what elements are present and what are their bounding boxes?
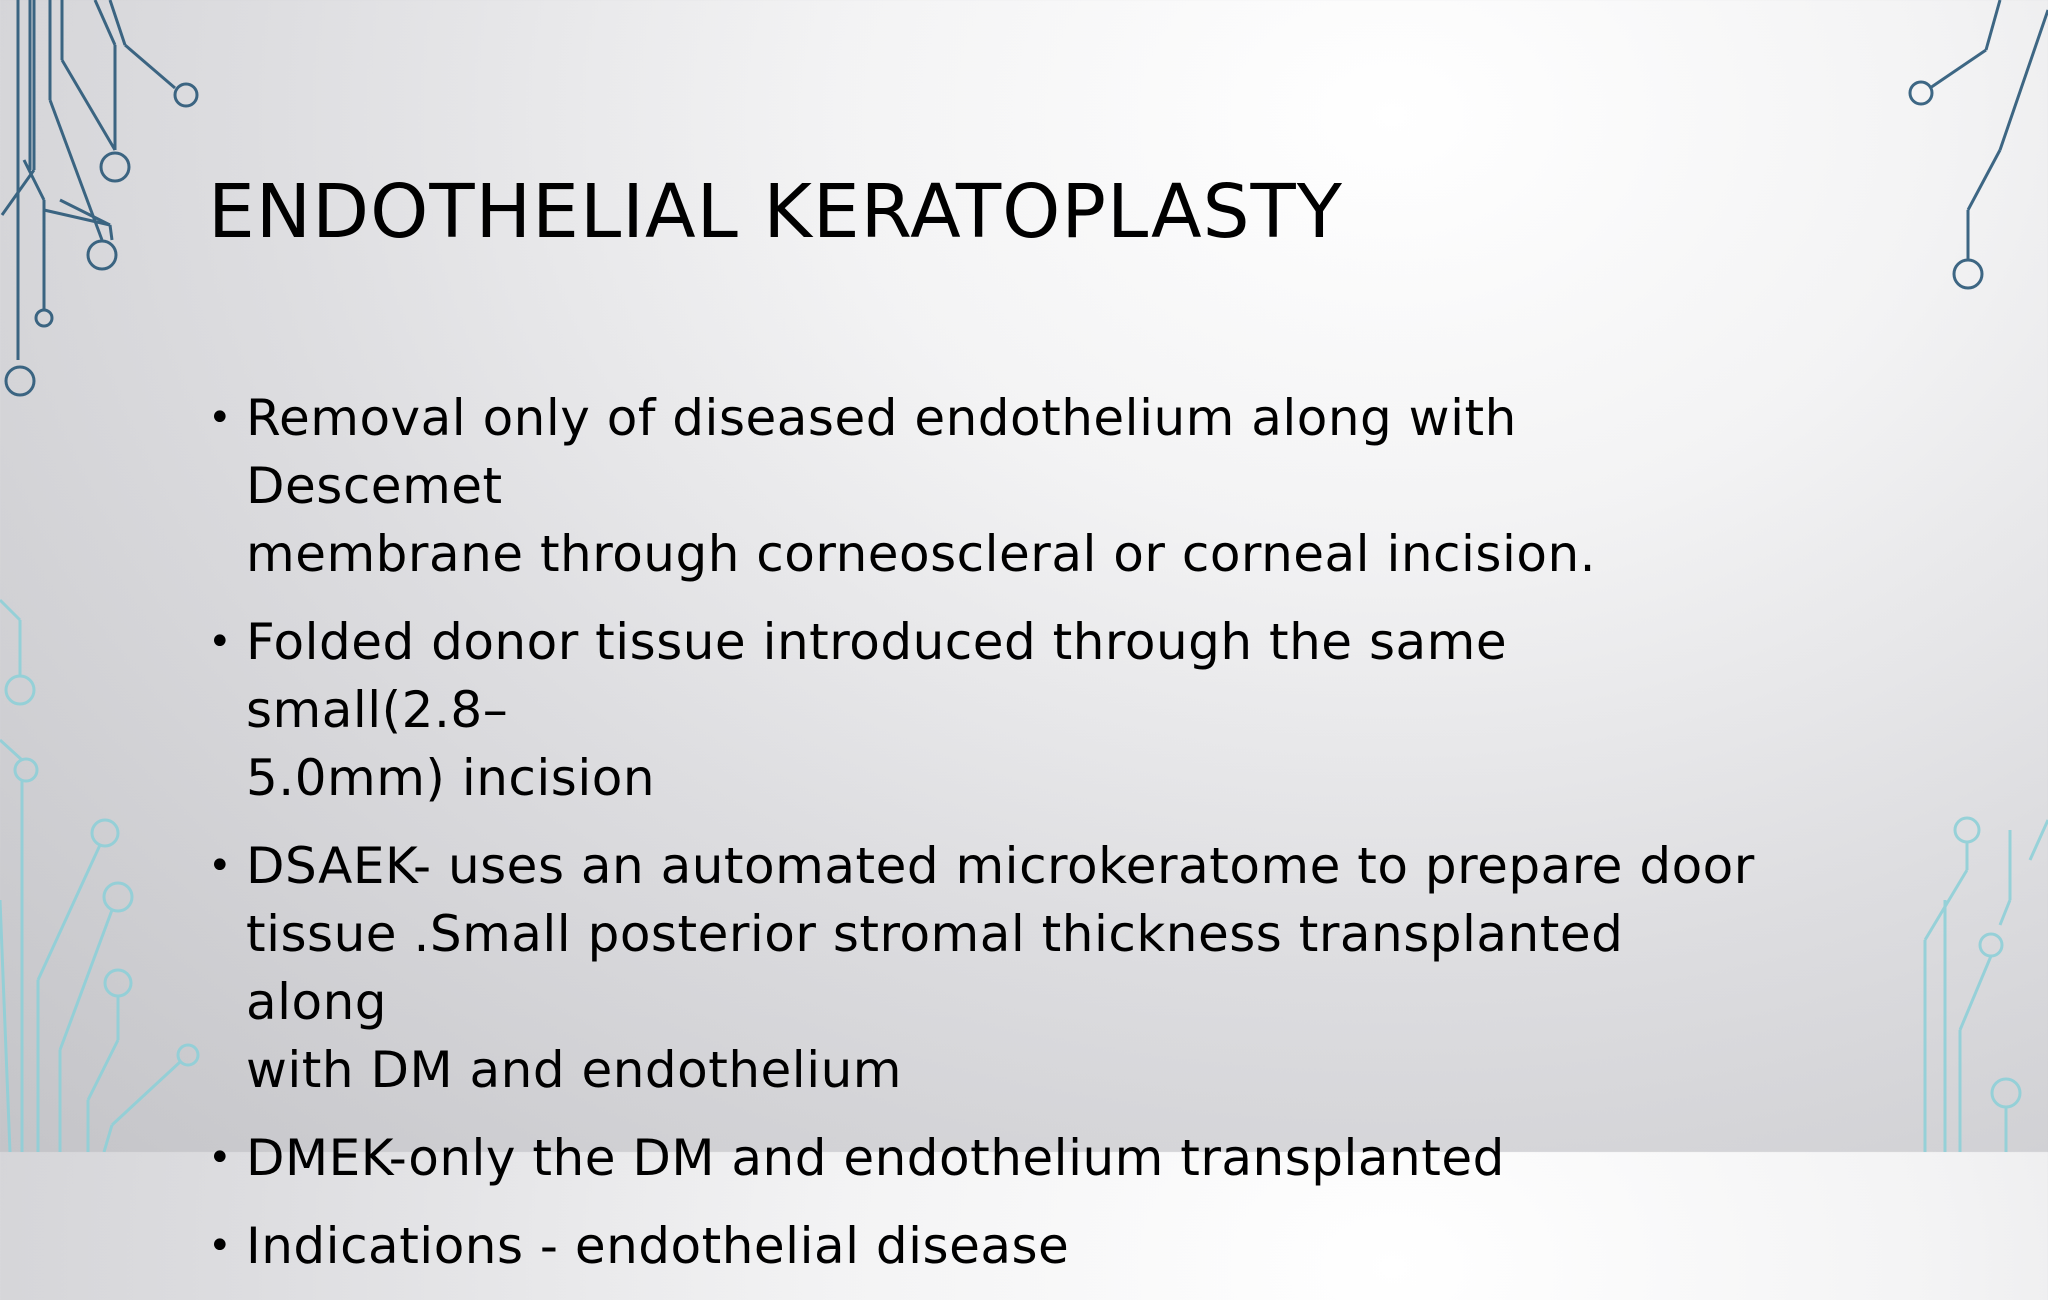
- bullet-text-line: Folded donor tissue introduced through the same small(2.8–: [246, 613, 1508, 739]
- bullet-text-line: 5.0mm) incision: [246, 749, 656, 807]
- bullet-item: [208, 832, 1768, 1104]
- bullet-text-line: Removal only of diseased endothelium along with Descemet: [246, 389, 1517, 515]
- circuit-top-right: [1910, 0, 2048, 288]
- bullet-item: [208, 1212, 1768, 1280]
- slide-title: ENDOTHELIAL KERATOPLASTY: [208, 169, 1343, 255]
- circuit-bottom-right: [1925, 818, 2048, 1152]
- bullet-item: [208, 608, 1768, 812]
- bullet-item: [208, 1124, 1768, 1192]
- bullet-list: [208, 384, 1768, 1300]
- bullet-text-line: Indications - endothelial disease: [246, 1217, 1070, 1275]
- bullet-dot: •: [208, 843, 233, 889]
- bullet-text-line: DSAEK- uses an automated microkeratome to prepare door: [246, 837, 1755, 895]
- bullet-dot: •: [208, 395, 233, 441]
- bullet-dot: •: [208, 1223, 233, 1269]
- bullet-item: [208, 384, 1768, 588]
- bullet-text-line: with DM and endothelium: [246, 1041, 902, 1099]
- circuit-top-left: [2, 0, 197, 395]
- circuit-bottom-left: [0, 600, 198, 1152]
- bullet-text-line: membrane through corneoscleral or corneal incision.: [246, 525, 1597, 583]
- bullet-dot: •: [208, 1135, 233, 1181]
- bullet-text-line: DMEK-only the DM and endothelium transplanted: [246, 1129, 1505, 1187]
- bullet-text-line: tissue .Small posterior stromal thickness transplanted along: [246, 905, 1624, 1031]
- bullet-dot: •: [208, 619, 233, 665]
